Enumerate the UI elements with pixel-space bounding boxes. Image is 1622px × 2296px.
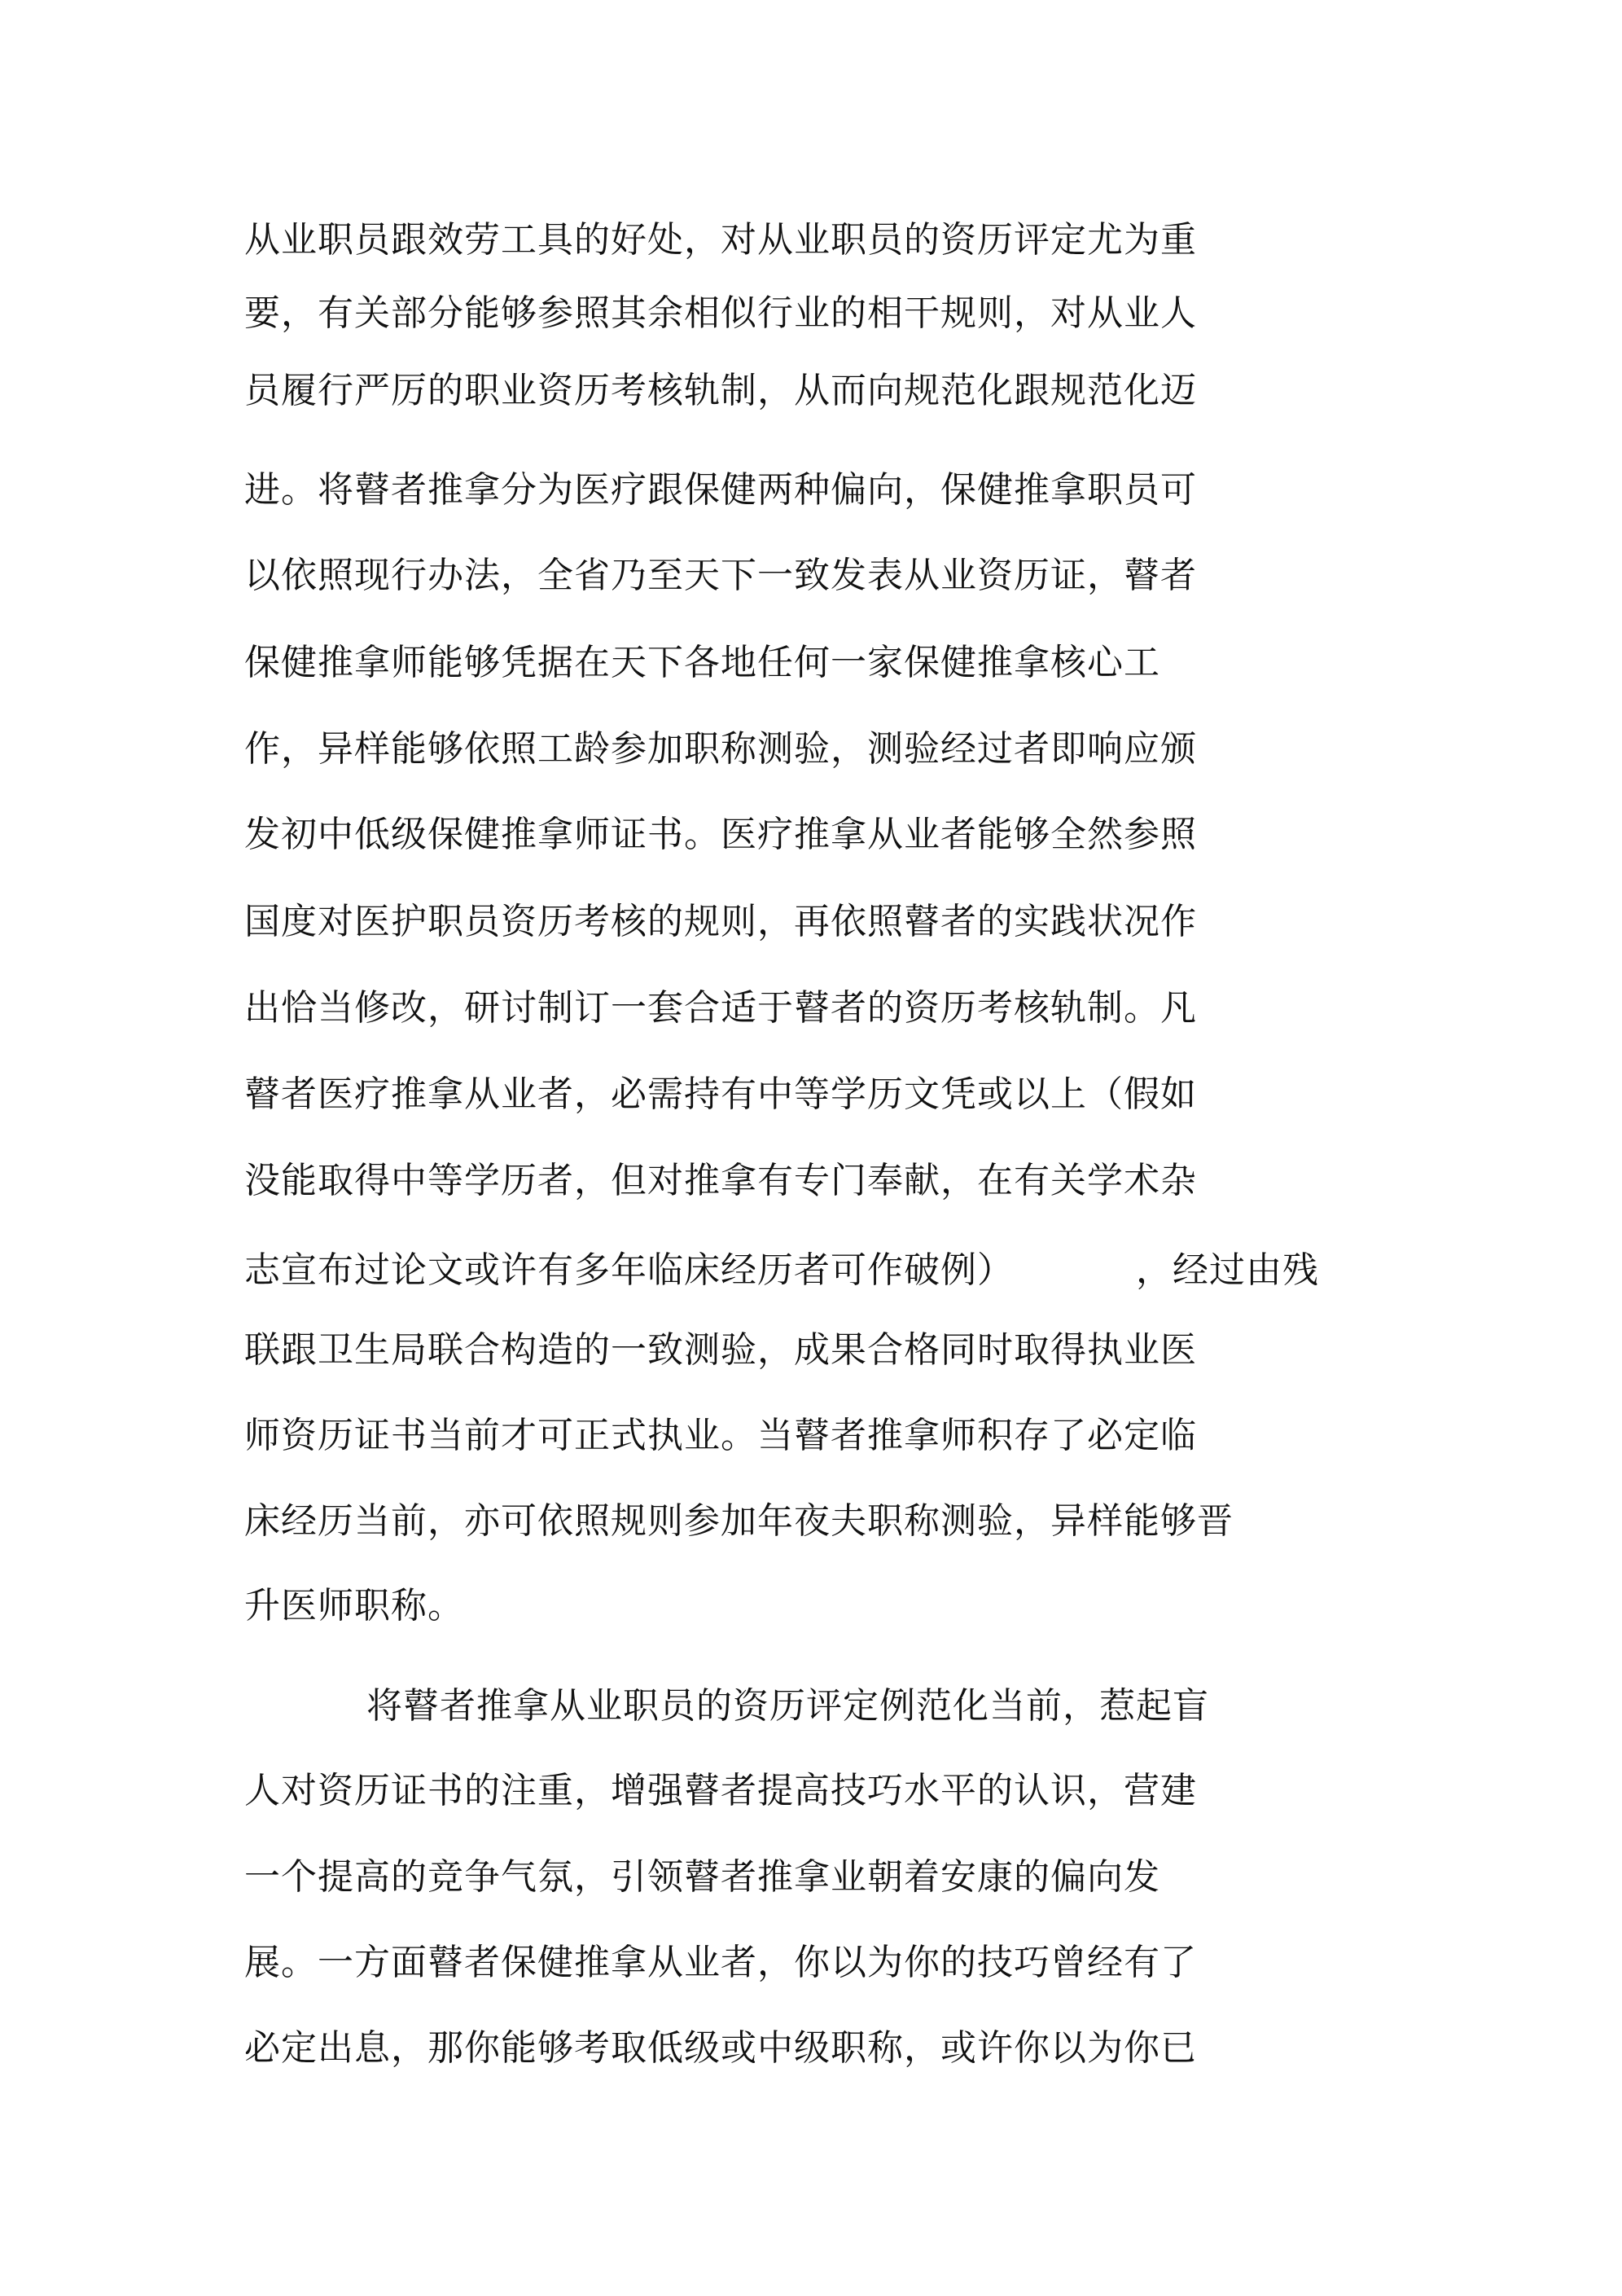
para1-line-13	[244, 1246, 1319, 1295]
para1-line-9: 国度对医护职员资历考核的规则，再依照瞽者的实践状况作	[244, 901, 1197, 942]
para1-line-16: 床经历当前，亦可依照规则参加年夜夫职称测验，异样能够晋	[244, 1500, 1234, 1542]
para2-line-3: 一个提高的竞争气氛，引领瞽者推拿业朝着安康的偏向发	[244, 1856, 1160, 1898]
para1-line-5: 以依照现行办法，全省乃至天下一致发表从业资历证，瞽者	[244, 555, 1197, 596]
para1-line-11: 瞽者医疗推拿从业者，必需持有中等学历文凭或以上（假如	[244, 1073, 1197, 1115]
para1-line-8: 发初中低级保健推拿师证书。医疗推拿从业者能够全然参照	[244, 814, 1197, 855]
para2-line-1: 将瞽者推拿从业职员的资历评定例范化当前，惹起盲	[366, 1685, 1209, 1727]
para1-line-12: 没能取得中等学历者，但对推拿有专门奉献，在有关学术杂	[244, 1160, 1197, 1201]
para1-line-13-main: 志宣布过论文或许有多年临床经历者可作破例）	[244, 1249, 1014, 1291]
para1-line-10: 出恰当修改，研讨制订一套合适于瞽者的资历考核轨制。凡	[244, 987, 1197, 1029]
para1-line-14: 联跟卫生局联合构造的一致测验，成果合格同时取得执业医	[244, 1329, 1197, 1371]
para1-line-3: 员履行严厉的职业资历考核轨制，从而向规范化跟规范化迈	[244, 370, 1197, 411]
para1-line-2: 要，有关部分能够参照其余相似行业的相干规则，对从业人	[244, 292, 1197, 334]
para1-line-4: 进。将瞽者推拿分为医疗跟保健两种偏向，保健推拿职员可	[244, 469, 1197, 511]
para1-line-15: 师资历证书当前才可正式执业。当瞽者推拿师积存了必定临	[244, 1415, 1197, 1456]
para2-line-5: 必定出息，那你能够考取低级或中级职称，或许你以为你已	[244, 2027, 1197, 2069]
para1-line-6: 保健推拿师能够凭据在天下各地任何一家保健推拿核心工	[244, 642, 1160, 683]
para1-line-13-tail: ，经过由残	[1136, 1249, 1319, 1291]
para2-line-4: 展。一方面瞽者保健推拿从业者，你以为你的技巧曾经有了	[244, 1942, 1197, 1983]
para1-line-1: 从业职员跟效劳工具的好处，对从业职员的资历评定尤为重	[244, 219, 1197, 261]
para1-line-17: 升医师职称。	[244, 1585, 464, 1627]
para1-line-7: 作，异样能够依照工龄参加职称测验，测验经过者即响应颁	[244, 728, 1197, 770]
para2-line-2: 人对资历证书的注重，增强瞽者提高技巧水平的认识，营建	[244, 1770, 1197, 1811]
